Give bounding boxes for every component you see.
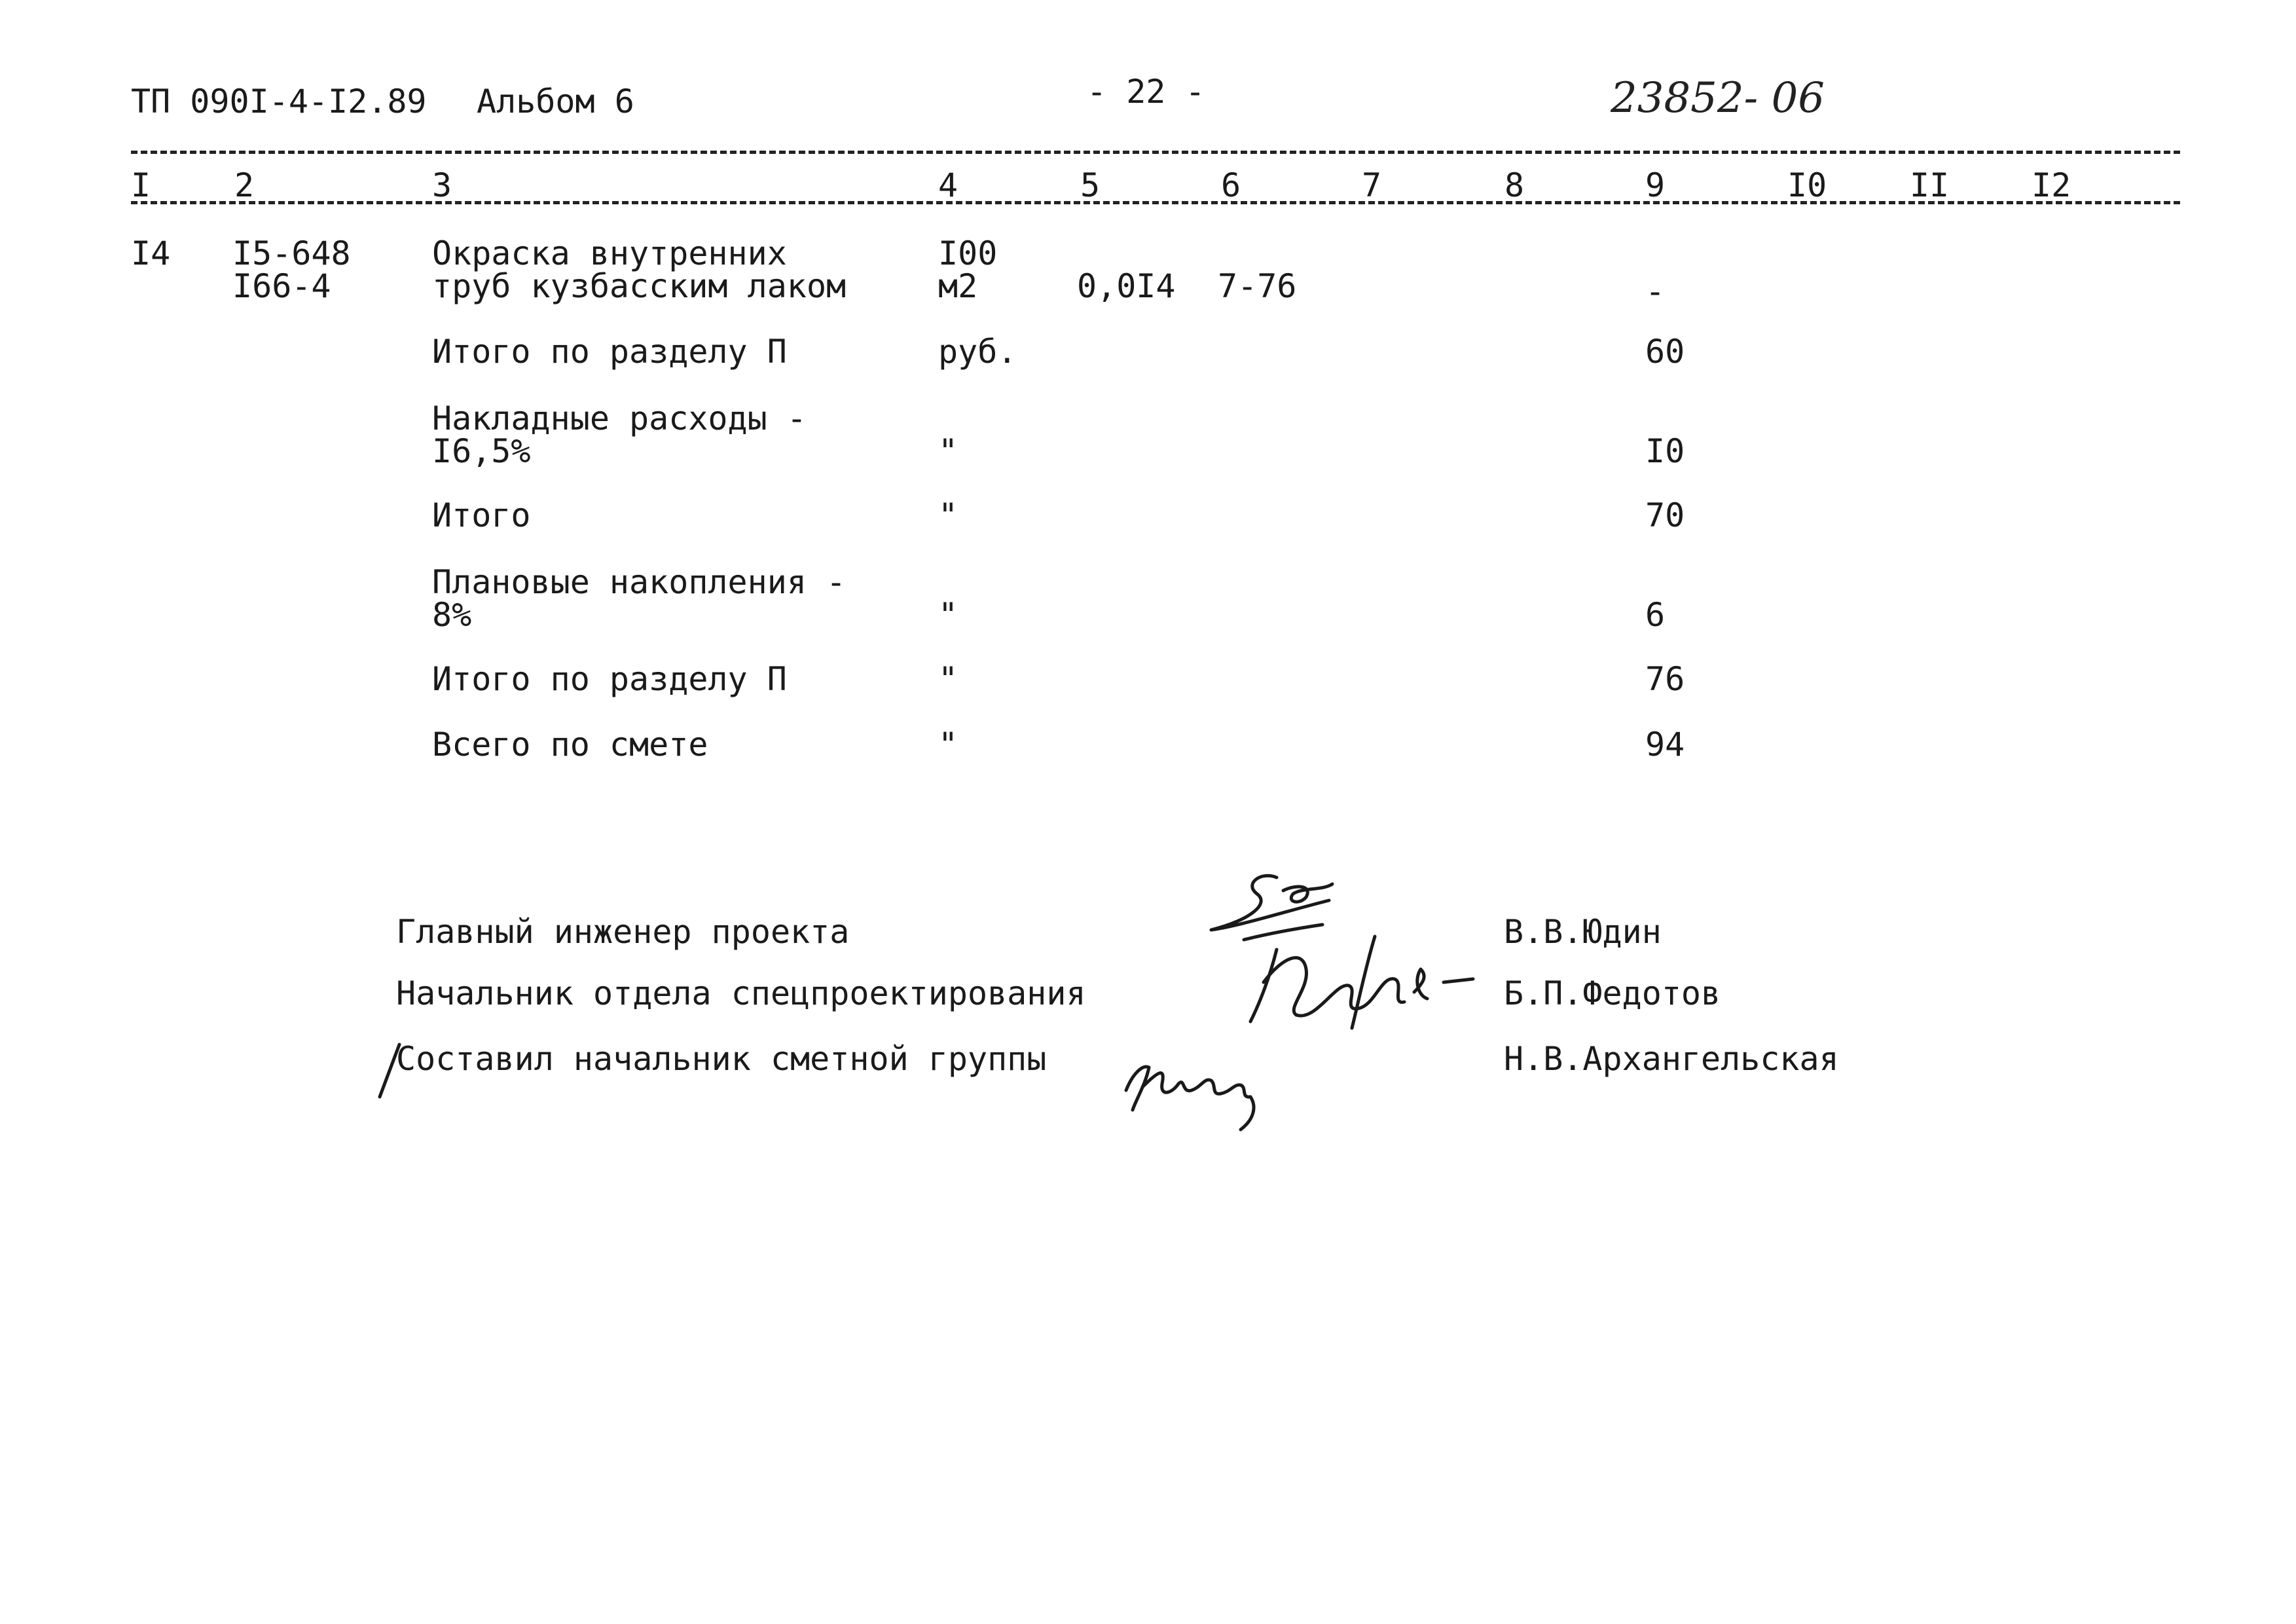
column-header-1: I (131, 166, 151, 204)
column-header-7: 7 (1362, 166, 1382, 204)
row4-desc: Итого (432, 496, 531, 534)
signer2-name: Б.П.Федотов (1504, 974, 1721, 1012)
row7-total: 94 (1645, 726, 1685, 764)
header-rule-top (131, 151, 2180, 154)
row1-code-line2: I66-4 (232, 267, 331, 305)
signer1-name: В.В.Юдин (1504, 913, 1662, 951)
column-header-6: 6 (1221, 166, 1241, 204)
row6-total: 76 (1645, 660, 1685, 698)
row1-item-number: I4 (131, 234, 171, 272)
row5-total: 6 (1645, 596, 1666, 634)
row2-unit: руб. (938, 333, 1017, 371)
row5-desc-line1: Плановые накопления - (432, 563, 847, 601)
column-header-12: I2 (2032, 166, 2071, 204)
album-label: Альбом 6 (477, 83, 634, 120)
column-header-5: 5 (1080, 166, 1101, 204)
row7-desc: Всего по смете (432, 726, 708, 764)
signer2-role: Начальник отдела спецпроектирования (396, 974, 1086, 1012)
row1-total: - (1645, 272, 1666, 310)
row1-desc-line2: труб кузбасским лаком (432, 267, 847, 305)
row3-total: I0 (1645, 432, 1685, 470)
column-header-3: 3 (432, 166, 452, 204)
row1-code-line1: I5-648 (232, 234, 351, 272)
row1-unit-line1: I00 (938, 234, 998, 272)
column-header-9: 9 (1645, 166, 1666, 204)
column-header-8: 8 (1504, 166, 1525, 204)
row4-unit: " (938, 496, 958, 534)
row3-desc-line1: Накладные расходы - (432, 399, 807, 437)
signer3-name: Н.В.Архангельская (1504, 1040, 1839, 1078)
row3-desc-line2: I6,5% (432, 432, 531, 470)
column-header-11: II (1910, 166, 1950, 204)
signer3-role: Составил начальник сметной группы (396, 1040, 1047, 1078)
row1-price: 7-76 (1218, 267, 1297, 305)
row2-total: 60 (1645, 333, 1685, 371)
signature-fedotov (1224, 930, 1499, 1035)
row3-unit: " (938, 432, 958, 470)
row1-unit-line2: м2 (938, 267, 978, 305)
row4-total: 70 (1645, 496, 1685, 534)
signer1-role: Главный инженер проекта (396, 913, 850, 951)
column-header-2: 2 (234, 166, 255, 204)
page-number: - 22 - (1087, 73, 1205, 111)
row1-quantity: 0,0I4 (1077, 267, 1176, 305)
row6-desc: Итого по разделу П (432, 660, 787, 698)
column-header-10: I0 (1787, 166, 1827, 204)
signature-arkhangelskaya (1113, 1038, 1283, 1136)
handwritten-doc-number: 23852- 06 (1611, 74, 1825, 122)
row5-desc-line2: 8% (432, 596, 472, 634)
signature-slash-mark (370, 1041, 409, 1107)
doc-code: ТП 090I-4-I2.89 (131, 83, 427, 120)
row7-unit: " (938, 726, 958, 764)
row1-desc-line1: Окраска внутренних (432, 234, 787, 272)
row5-unit: " (938, 596, 958, 634)
column-header-4: 4 (938, 166, 958, 204)
row2-desc: Итого по разделу П (432, 333, 787, 371)
row6-unit: " (938, 660, 958, 698)
